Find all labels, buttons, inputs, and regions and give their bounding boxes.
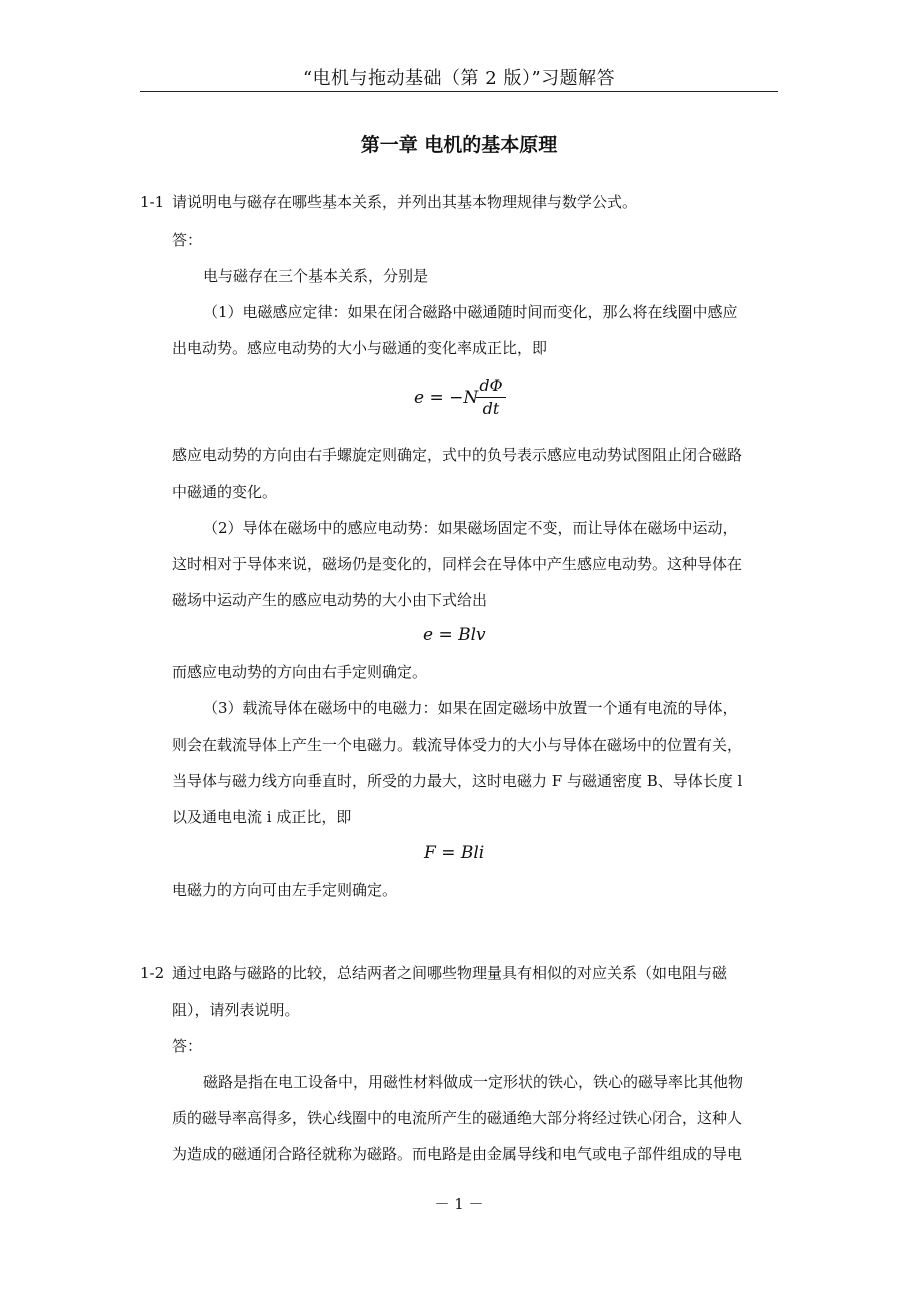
answer-label: 答：	[172, 1037, 203, 1055]
fraction-denominator: dt	[482, 399, 500, 418]
paragraph-line: 质的磁导率高得多，铁心线圈中的电流所产生的磁通绝大部分将经过铁心闭合，这种人	[172, 1109, 743, 1127]
paragraph-line: 感应电动势的方向由右手螺旋定则确定，式中的负号表示感应电动势试图阻止闭合磁路	[172, 446, 743, 464]
question-text-1-1: 请说明电与磁存在哪些基本关系，并列出其基本物理规律与数学公式。	[172, 193, 638, 211]
equation-motional-emf: e = Blv	[423, 625, 486, 645]
paragraph-line: 磁路是指在电工设备中，用磁性材料做成一定形状的铁心，铁心的磁导率比其他物	[203, 1073, 744, 1091]
fraction-bar	[476, 397, 506, 398]
paragraph-line: （1）电磁感应定律：如果在闭合磁路中磁通随时间而变化，那么将在线圈中感应	[203, 303, 738, 321]
question-text-1-2: 阻），请列表说明。	[172, 1001, 300, 1019]
page-number: － 1 －	[434, 1195, 484, 1213]
paragraph-line: 这时相对于导体来说，磁场仍是变化的，同样会在导体中产生感应电动势。这种导体在	[172, 555, 743, 573]
fraction-numerator: dΦ	[479, 376, 503, 395]
paragraph-line: 则会在载流导体上产生一个电磁力。载流导体受力的大小与导体在磁场中的位置有关，	[172, 736, 743, 754]
paragraph-line: 而感应电动势的方向由右手定则确定。	[172, 663, 428, 681]
paragraph-line: 以及通电电流 i 成正比，即	[172, 808, 352, 826]
paragraph-line: 电磁力的方向可由左手定则确定。	[172, 881, 398, 899]
paragraph-line: 为造成的磁通闭合路径就称为磁路。而电路是由金属导线和电气或电子部件组成的导电	[172, 1145, 743, 1163]
question-text-1-2: 通过电路与磁路的比较，总结两者之间哪些物理量具有相似的对应关系（如电阻与磁	[172, 964, 728, 982]
header-rule	[140, 91, 778, 92]
paragraph-line: 出电动势。感应电动势的大小与磁通的变化率成正比，即	[172, 339, 548, 357]
paragraph-line: 磁场中运动产生的感应电动势的大小由下式给出	[172, 591, 488, 609]
question-number-1-2: 1-2	[140, 964, 165, 982]
running-header: “电机与拖动基础（第 2 版）”习题解答	[302, 68, 616, 89]
paragraph-line: （2）导体在磁场中的感应电动势：如果磁场固定不变，而让导体在磁场中运动，	[203, 519, 738, 537]
answer-label: 答：	[172, 231, 203, 249]
paragraph-line: 中磁通的变化。	[172, 483, 278, 501]
paragraph-line: （3）载流导体在磁场中的电磁力：如果在固定磁场中放置一个通有电流的导体，	[203, 699, 738, 717]
answer-intro: 电与磁存在三个基本关系，分别是	[203, 267, 429, 285]
question-number-1-1: 1-1	[140, 193, 165, 211]
paragraph-line: 当导体与磁力线方向垂直时，所受的力最大，这时电磁力 F 与磁通密度 B、导体长度 l	[172, 772, 743, 790]
chapter-title: 第一章 电机的基本原理	[360, 134, 558, 156]
equation-emf-fraction	[476, 376, 506, 419]
equation-emf-lhs: e = −N	[414, 388, 479, 408]
equation-electromagnetic-force: F = Bli	[424, 843, 485, 863]
